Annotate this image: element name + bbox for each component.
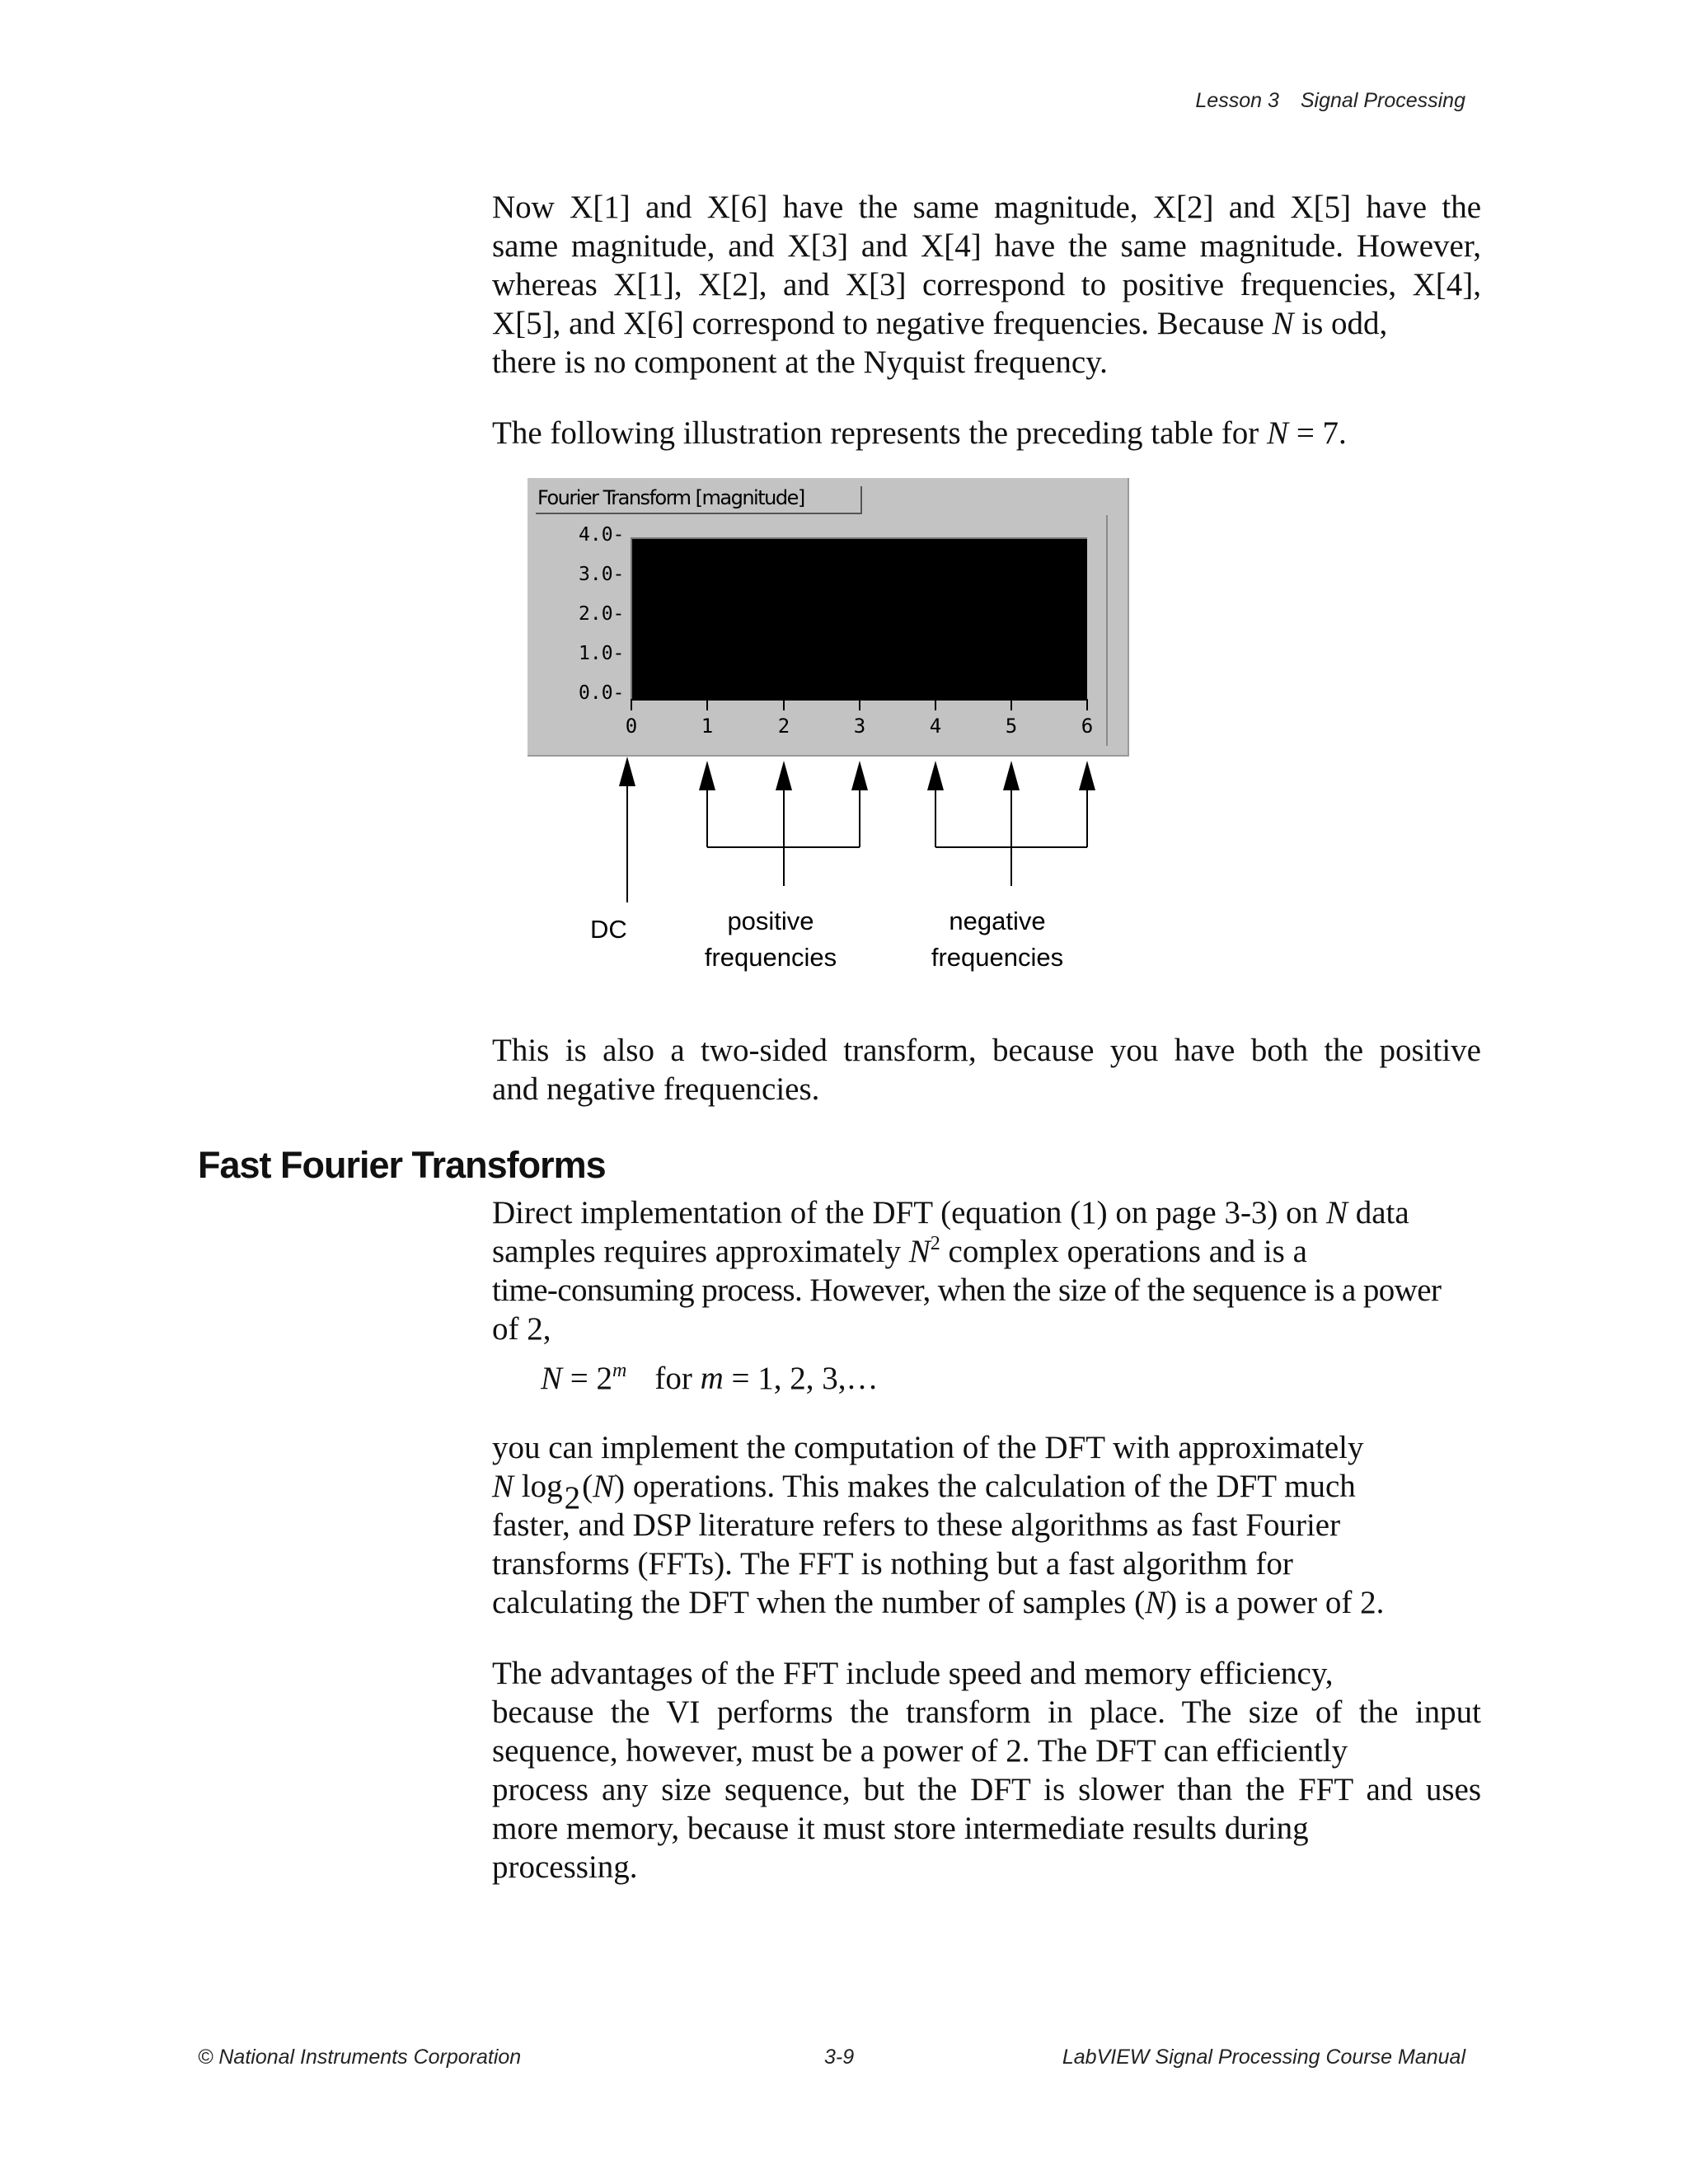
running-header <box>1195 89 1465 113</box>
paragraph-two-sided <box>492 1031 1481 1108</box>
x-tick-label: 4 <box>929 715 942 738</box>
y-tick-label: 4.0- <box>579 524 625 546</box>
text-line: more memory, because it must store intermediate results during <box>492 1811 1309 1846</box>
y-tick-label: 3.0- <box>579 564 625 585</box>
x-tick-label: 0 <box>625 715 638 738</box>
positive-arrowhead <box>776 761 792 790</box>
negative-arrowhead <box>927 761 944 790</box>
positive-arrowhead <box>851 761 868 790</box>
text-line: transforms (FFTs). The FFT is nothing but a fast algorithm for <box>492 1546 1293 1582</box>
text-line: there is no component at the Nyquist frequency. <box>492 344 1108 380</box>
text-line: same magnitude, and X[3] and X[4] have the same magnitude. However, <box>492 228 1481 264</box>
negative-arrowhead <box>1003 761 1020 790</box>
text-line: Direct implementation of the DFT (equation (1) on page 3-3) on N data <box>492 1195 1409 1230</box>
text-line: The following illustration represents the preceding table for N = 7. <box>492 415 1347 451</box>
text-line: and negative frequencies. <box>492 1071 820 1107</box>
text-line: time-consuming process. However, when the size of the sequence is a power <box>492 1272 1442 1308</box>
text-line: because the VI performs the transform in place. The size of the input <box>492 1694 1481 1730</box>
paragraph-dft-cost <box>492 1193 1481 1348</box>
text-line: process any size sequence, but the DFT is slower than the FFT and uses <box>492 1772 1481 1807</box>
paragraph-illustration-intro <box>492 414 1481 452</box>
text-line: The advantages of the FFT include speed and memory efficiency, <box>492 1656 1334 1691</box>
footer-copyright: © National Instruments Corporation <box>198 2046 522 2069</box>
fourier-transform-figure <box>528 478 1137 989</box>
text-line: X[5], and X[6] correspond to negative frequencies. Because N is odd, <box>492 306 1388 341</box>
text-line: of 2, <box>492 1311 551 1347</box>
dc-label: DC <box>590 915 627 944</box>
y-tick-label: 2.0- <box>579 603 625 625</box>
x-tick-label: 6 <box>1081 715 1094 738</box>
y-tick-label: 1.0- <box>579 643 625 664</box>
text-line: Now X[1] and X[6] have the same magnitude, X[2] and X[5] have the <box>492 190 1481 225</box>
text-line: samples requires approximately $N^2$ complex operations and is a <box>492 1233 1307 1269</box>
x-tick-label: 3 <box>853 715 866 738</box>
text-line: N log2(N) operations. This makes the calculation of the DFT much <box>492 1469 1356 1516</box>
x-tick-label: 5 <box>1005 715 1018 738</box>
text-line: calculating the DFT when the number of samples (N) is a power of 2. <box>492 1585 1385 1620</box>
text-line: you can implement the computation of the DFT with approximately <box>492 1430 1364 1465</box>
power-of-two-formula: $N = 2^m$ for m = 1, 2, 3,… <box>541 1360 879 1396</box>
text-line: faster, and DSP literature refers to these algorithms as fast Fourier <box>492 1507 1341 1543</box>
positive-arrowhead <box>699 761 715 790</box>
negative-frequencies-label: negative frequencies <box>931 907 1064 972</box>
text-line: whereas X[1], X[2], and X[3] correspond to positive frequencies, X[4], <box>492 267 1481 302</box>
text-line: sequence, however, must be a power of 2. The DFT can efficiently <box>492 1733 1348 1769</box>
header-lesson: Lesson 3 <box>1195 89 1279 112</box>
negative-arrowhead <box>1079 761 1095 790</box>
graph-title: Fourier Transform [magnitude] <box>537 486 804 509</box>
section-heading: Fast Fourier Transforms <box>198 1144 606 1186</box>
x-tick-label: 2 <box>777 715 790 738</box>
text-line: This is also a two-sided transform, because you have both the positive <box>492 1033 1481 1068</box>
footer-page-number: 3-9 <box>824 2046 855 2069</box>
dc-arrowhead <box>619 757 635 786</box>
x-tick-label: 1 <box>701 715 714 738</box>
paragraph-fft-advantages <box>492 1654 1481 1886</box>
positive-frequencies-label: positive frequencies <box>704 907 837 972</box>
paragraph-magnitude-symmetry <box>492 188 1481 382</box>
text-line: processing. <box>492 1849 638 1885</box>
paragraph-fft-definition <box>492 1428 1481 1622</box>
y-tick-label: 0.0- <box>579 682 625 704</box>
header-topic: Signal Processing <box>1300 89 1465 112</box>
footer-manual-title: LabVIEW Signal Processing Course Manual <box>1062 2046 1465 2069</box>
